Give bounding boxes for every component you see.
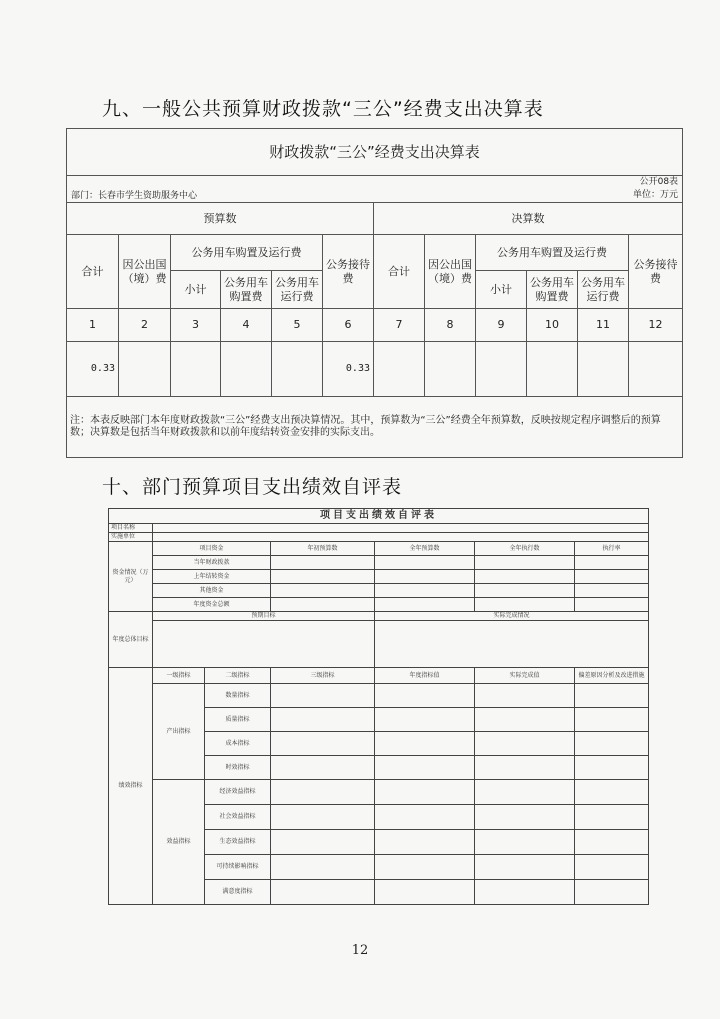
section10-heading: 十、部门预算项目支出绩效自评表: [102, 476, 403, 498]
index-cell: 9: [476, 309, 527, 342]
form-number: 公开08表: [639, 177, 679, 188]
section9-heading: 九、一般公共预算财政拨款“三公”经费支出决算表: [102, 98, 544, 120]
output-label: 产出指标: [153, 684, 205, 780]
blank-cell: [153, 524, 649, 533]
funds-row: 年度资金总额: [153, 598, 271, 612]
funds-col: 执行率: [575, 542, 649, 556]
three-public-expense-table: [66, 128, 683, 458]
funds-col: 年初预算数: [271, 542, 375, 556]
value-cell: [476, 342, 527, 397]
performance-self-evaluation-table: [108, 508, 649, 905]
col-vehicle: 公务用车购置及运行费: [476, 235, 629, 271]
value-cell: [629, 342, 683, 397]
funds-label: 资金情况（万元）: [109, 542, 153, 612]
unit-label: 单位：万元: [633, 190, 679, 200]
index-cell: 1: [67, 309, 119, 342]
table-title: 项目支出绩效自评表: [109, 509, 649, 524]
value-cell: [221, 342, 272, 397]
value-cell: [527, 342, 578, 397]
budget-header: 预算数: [67, 203, 374, 235]
effect-item: 社会效益指标: [205, 805, 271, 830]
effect-item: 生态效益指标: [205, 830, 271, 855]
form-meta: [527, 176, 683, 203]
index-cell: 7: [374, 309, 425, 342]
output-item: 时效指标: [205, 756, 271, 780]
index-cell: 12: [629, 309, 683, 342]
col-reception: 公务接待费: [629, 235, 683, 309]
index-cell: 3: [171, 309, 221, 342]
index-cell: 11: [578, 309, 629, 342]
col-subtotal: 小计: [476, 271, 527, 309]
output-item: 质量指标: [205, 708, 271, 732]
output-item: 成本指标: [205, 732, 271, 756]
perf-col: 偏差原因分析及改进措施: [575, 668, 649, 684]
col-total: 合计: [374, 235, 425, 309]
col-operation: 公务用车运行费: [578, 271, 629, 309]
perf-col: 一级指标: [153, 668, 205, 684]
col-purchase: 公务用车购置费: [221, 271, 272, 309]
col-abroad: 因公出国（境）费: [425, 235, 476, 309]
funds-col: 全年执行数: [475, 542, 575, 556]
goal-label: 年度总体目标: [109, 612, 153, 668]
expected-goal: 预期目标: [153, 612, 375, 621]
department-label: 部门：长春市学生资助服务中心: [67, 176, 527, 203]
page-number: 12: [351, 943, 369, 958]
col-total: 合计: [67, 235, 119, 309]
perf-label: 绩效指标: [109, 668, 153, 905]
effect-item: 满意度指标: [205, 880, 271, 905]
index-cell: 10: [527, 309, 578, 342]
effect-item: 经济效益指标: [205, 780, 271, 805]
perf-col: 二级指标: [205, 668, 271, 684]
final-header: 决算数: [374, 203, 683, 235]
value-cell: [171, 342, 221, 397]
table-note: 注：本表反映部门本年度财政拨款“三公”经费支出预决算情况。其中，预算数为“三公”经费全年预算数，反映按规定程序调整后的预算数；决算数是包括当年财政拨款和以前年度结转资金安排的实际支出。: [67, 397, 683, 458]
project-name-label: 项目名称: [109, 524, 153, 533]
col-reception: 公务接待费: [323, 235, 374, 309]
col-purchase: 公务用车购置费: [527, 271, 578, 309]
value-cell: [374, 342, 425, 397]
col-operation: 公务用车运行费: [272, 271, 323, 309]
value-cell: 0.33: [67, 342, 119, 397]
index-cell: 6: [323, 309, 374, 342]
implementer-label: 实施单位: [109, 533, 153, 542]
col-vehicle: 公务用车购置及运行费: [171, 235, 323, 271]
perf-col: 年度指标值: [375, 668, 475, 684]
perf-col: 实际完成值: [475, 668, 575, 684]
output-item: 数量指标: [205, 684, 271, 708]
funds-row: 当年财政拨款: [153, 556, 271, 570]
col-abroad: 因公出国（境）费: [119, 235, 171, 309]
value-cell: [425, 342, 476, 397]
value-cell: [578, 342, 629, 397]
perf-col: 三级指标: [271, 668, 375, 684]
index-cell: 4: [221, 309, 272, 342]
col-subtotal: 小计: [171, 271, 221, 309]
effect-label: 效益指标: [153, 780, 205, 905]
blank-cell: [153, 533, 649, 542]
funds-row: 其他资金: [153, 584, 271, 598]
effect-item: 可持续影响指标: [205, 855, 271, 880]
value-cell: [119, 342, 171, 397]
index-cell: 5: [272, 309, 323, 342]
value-cell: [272, 342, 323, 397]
funds-row: 上年结转资金: [153, 570, 271, 584]
funds-col: 项目资金: [153, 542, 271, 556]
table-title: 财政拨款“三公”经费支出决算表: [67, 129, 683, 176]
funds-col: 全年预算数: [375, 542, 475, 556]
actual-completion: 实际完成情况: [375, 612, 649, 621]
index-cell: 2: [119, 309, 171, 342]
value-cell: 0.33: [323, 342, 374, 397]
index-cell: 8: [425, 309, 476, 342]
